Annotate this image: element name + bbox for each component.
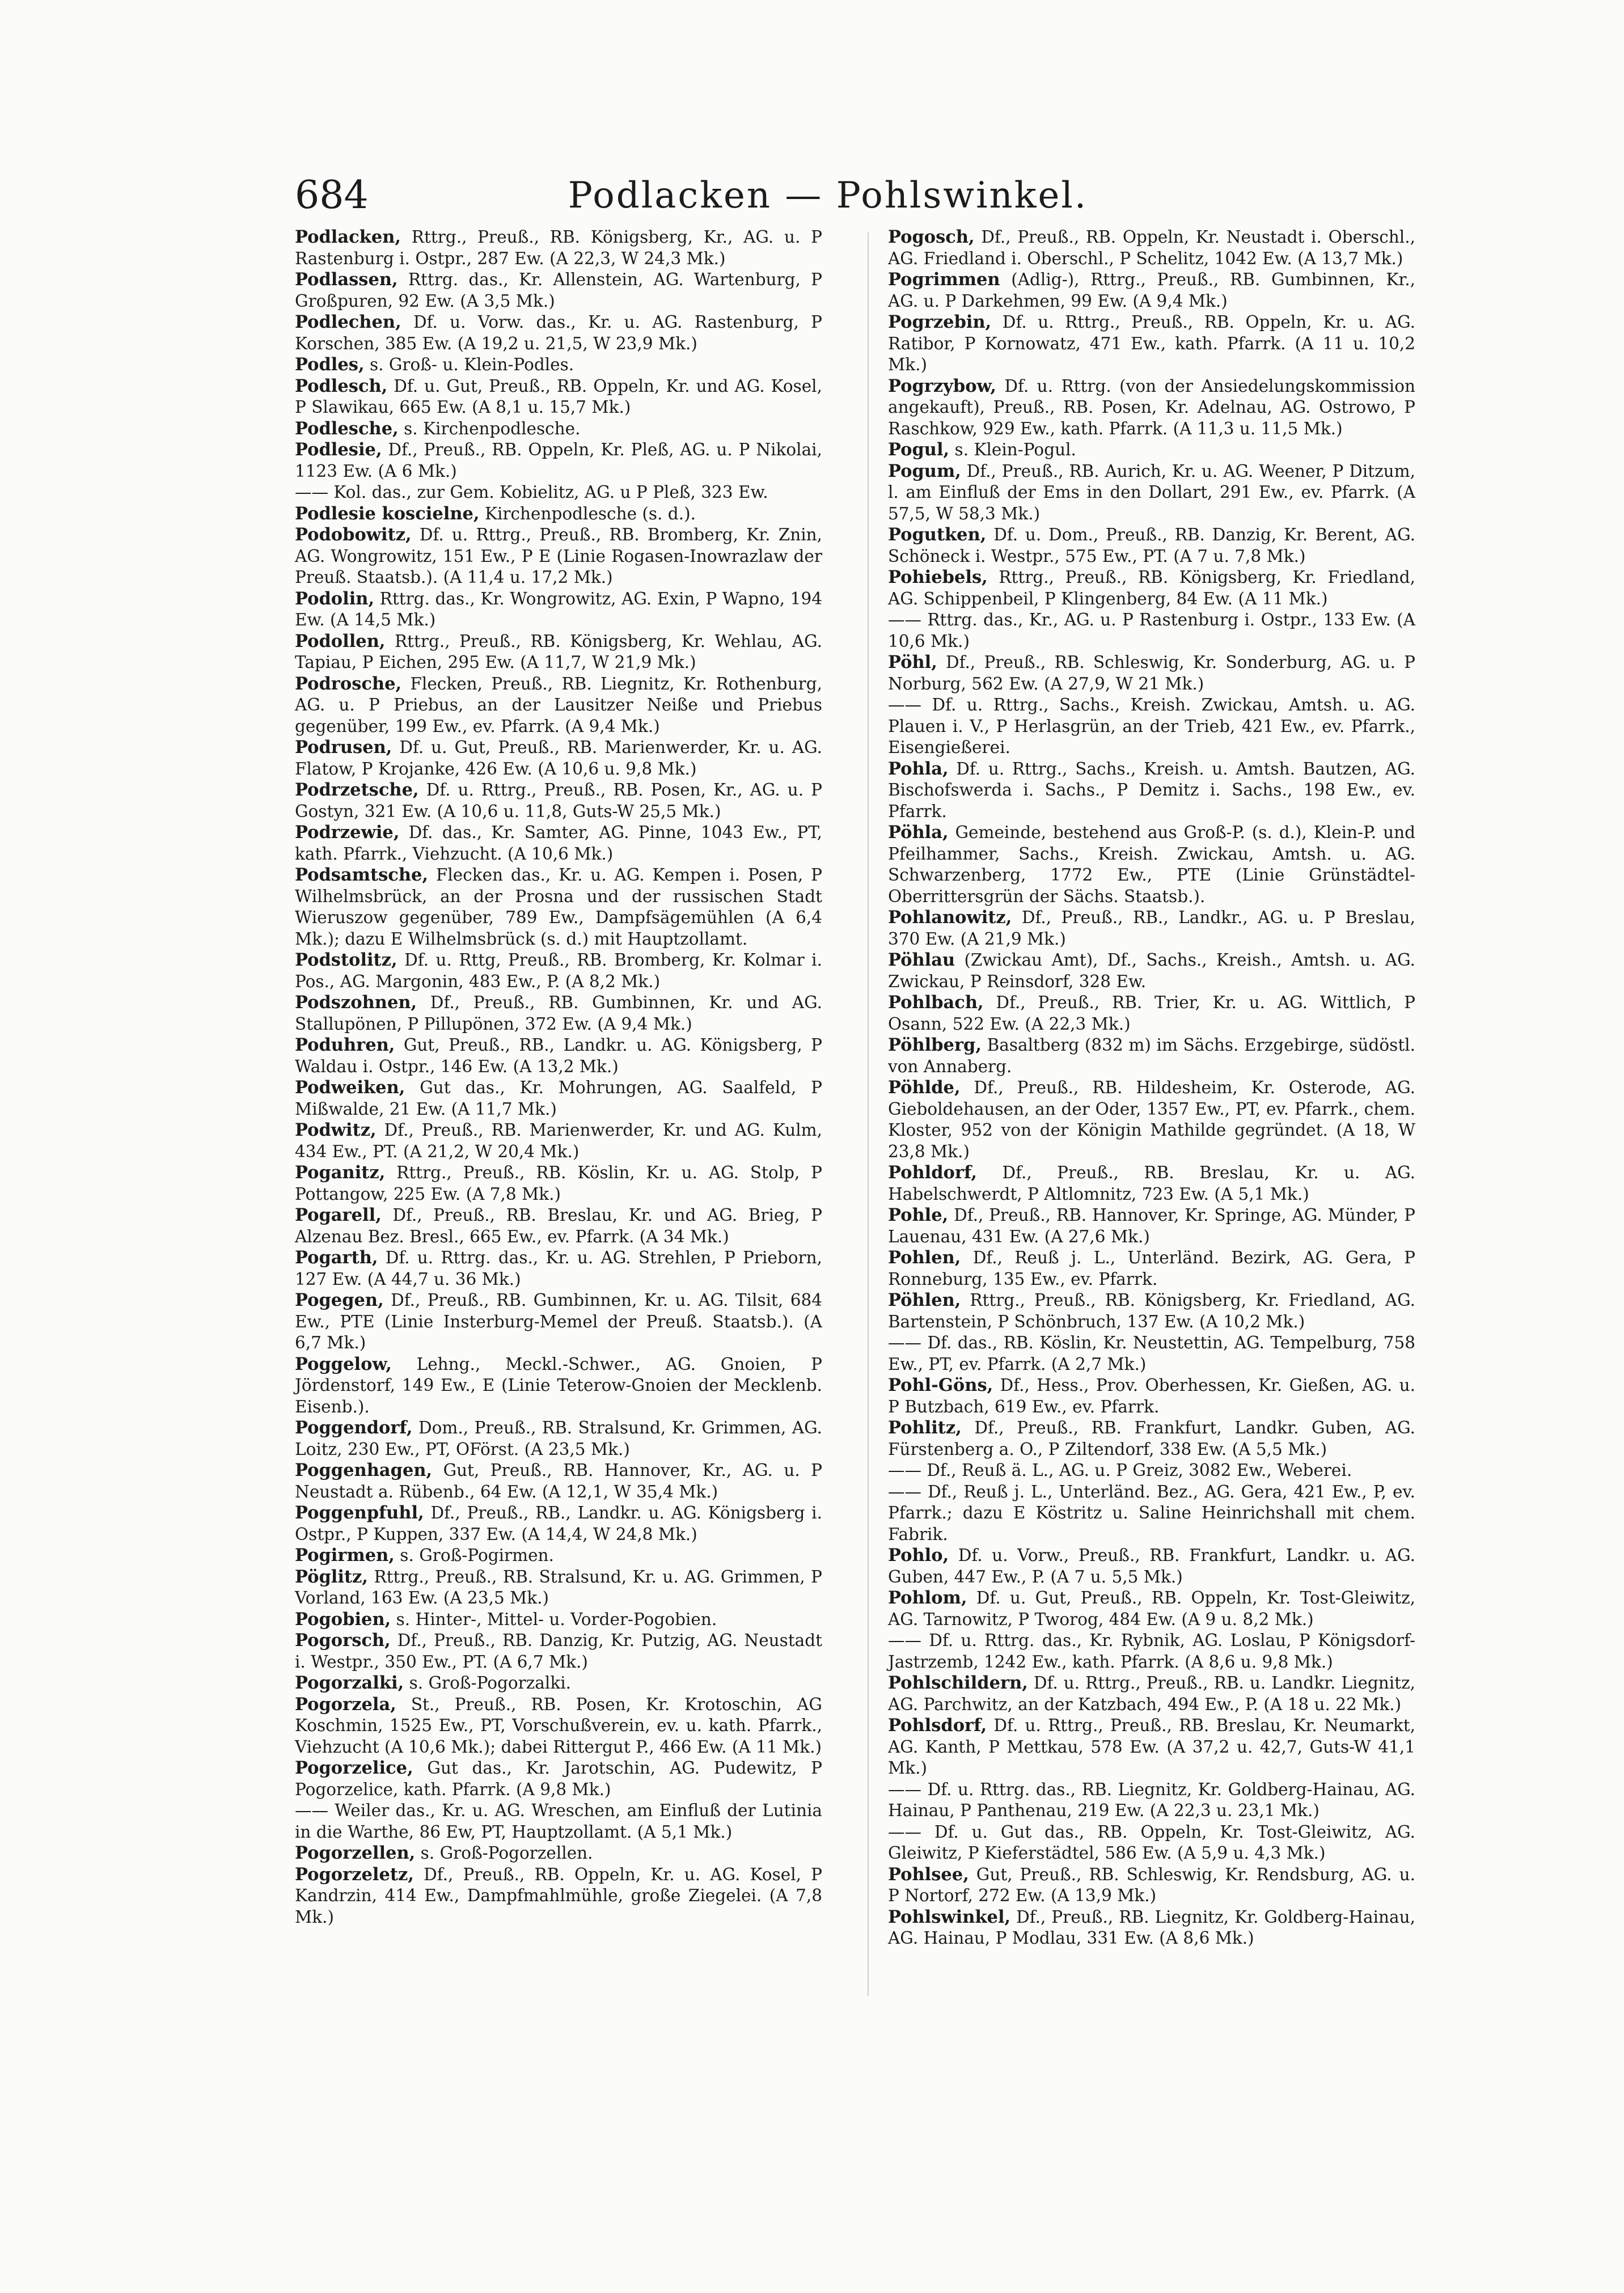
entry-headword: Pohla,: [888, 758, 949, 779]
entry-text: Df. u. Rttrg., Preuß., RB. Bromberg, Kr. Znin, AG. Wongrowitz, 151 Ew., P E (Linie Rogasen-Inowrazlaw der Preuß. Staatsb.). (A 11,4 u. 17,2 Mk.): [295, 525, 822, 587]
gazetteer-entry: [888, 1482, 1415, 1546]
gazetteer-entry: [295, 312, 822, 354]
entry-text: St., Preuß., RB. Posen, Kr. Krotoschin, AG Koschmin, 1525 Ew., PT, Vorschußverein, ev. u. kath. Pfarrk., Viehzucht (A 10,6 Mk.); dabei Rittergut P., 466 Ew. (A 11 Mk.): [295, 1694, 822, 1757]
entry-headword: Pogobien,: [295, 1609, 391, 1630]
gazetteer-entry: [888, 992, 1415, 1035]
entry-headword: Pohl-Göns,: [888, 1375, 993, 1395]
entry-text: Df. u. Rttrg., Preuß., RB. Oppeln, Kr. u. AG. Ratibor, P Kornowatz, 471 Ew., kath. Pfarrk. (A 11 u. 10,2 Mk.): [888, 312, 1415, 374]
gazetteer-entry: [295, 737, 822, 780]
entry-text: (Zwickau Amt), Df., Sachs., Kreish., Amtsh. u. AG. Zwickau, P Reinsdorf, 328 Ew.: [888, 950, 1415, 991]
gazetteer-entry: [295, 376, 822, 418]
entry-headword: Podrosche,: [295, 673, 402, 694]
gazetteer-entry: [888, 1460, 1415, 1482]
entry-text: Df. u. Gut, Preuß., RB. Marienwerder, Kr. u. AG. Flatow, P Krojanke, 426 Ew. (A 10,6 u. 9,8 Mk.): [295, 738, 822, 779]
entry-headword: Pogrzebin,: [888, 312, 992, 332]
entry-headword: Podstolitz,: [295, 950, 397, 970]
entry-headword: Poduhren,: [295, 1035, 395, 1055]
gazetteer-entry: [888, 312, 1415, 376]
gazetteer-entry: [295, 674, 822, 738]
gazetteer-entry: [295, 418, 822, 440]
entry-text: s. Groß-Pogorzalki.: [404, 1673, 572, 1693]
entry-text: Df., Preuß., RB. Trier, Kr. u. AG. Wittlich, P Osann, 522 Ew. (A 22,3 Mk.): [888, 993, 1415, 1034]
gazetteer-entry: [295, 1864, 822, 1928]
gazetteer-entry: [295, 631, 822, 674]
gazetteer-entry: [295, 865, 822, 950]
entry-text: Df., Preuß., RB. Danzig, Kr. Putzig, AG. Neustadt i. Westpr., 350 Ew., PT. (A 6,7 Mk.): [295, 1631, 822, 1672]
entry-headword: Podwitz,: [295, 1120, 377, 1140]
entry-text: s. Kirchenpodlesche.: [398, 418, 581, 438]
entry-headword: Podrzetsche,: [295, 780, 419, 800]
entry-headword: Pogrimmen: [888, 269, 1000, 290]
right-column: [888, 227, 1415, 1949]
entry-headword: Pogul,: [888, 439, 950, 460]
gazetteer-entry: [888, 1162, 1415, 1205]
entry-headword: Pöhlen,: [888, 1290, 961, 1310]
entry-text: s. Groß-Pogirmen.: [394, 1546, 554, 1565]
entry-headword: Podrusen,: [295, 737, 392, 758]
gazetteer-entry: [295, 1205, 822, 1247]
entry-text: Df., Preuß., RB. Oppeln, Kr. Neustadt i. Oberschl., AG. Friedland i. Oberschl., P Schelitz, 1042 Ew. (A 13,7 Mk.): [888, 227, 1415, 268]
entry-headword: Pogosch,: [888, 227, 975, 247]
entry-text: Df. u. Rttrg. das., Kr. u. AG. Strehlen, P Prieborn, 127 Ew. (A 44,7 u. 36 Mk.): [295, 1248, 822, 1289]
entry-text: Gut das., Kr. Jarotschin, AG. Pudewitz, P Pogorzelice, kath. Pfarrk. (A 9,8 Mk.): [295, 1758, 822, 1799]
entry-headword: Pohlswinkel,: [888, 1906, 1011, 1927]
gazetteer-entry: [888, 759, 1415, 823]
gazetteer-entry: [888, 227, 1415, 269]
gazetteer-entry: [295, 439, 822, 482]
entry-text: Gut das., Kr. Mohrungen, AG. Saalfeld, P Mißwalde, 21 Ew. (A 11,7 Mk.): [295, 1078, 822, 1119]
entry-text: Dom., Preuß., RB. Stralsund, Kr. Grimmen, AG. Loitz, 230 Ew., PT, OFörst. (A 23,5 Mk.): [295, 1418, 822, 1459]
gazetteer-entry: [295, 822, 822, 865]
gazetteer-entry: [888, 461, 1415, 525]
entry-headword: Podlesch,: [295, 375, 388, 396]
entry-headword: Podobowitz,: [295, 524, 412, 545]
entry-headword: Podlesie koscielne,: [295, 503, 480, 524]
entry-text: Df., Preuß., RB. Schleswig, Kr. Sonderburg, AG. u. P Norburg, 562 Ew. (A 27,9, W 21 Mk.): [888, 653, 1415, 693]
entry-text: Lehng., Meckl.-Schwer., AG. Gnoien, P Jördenstorf, 149 Ew., E (Linie Teterow-Gnoien der Mecklenb. Eisenb.).: [295, 1354, 822, 1416]
entry-text: Df. u. Rttg, Preuß., RB. Bromberg, Kr. Kolmar i. Pos., AG. Margonin, 483 Ew., P. (A 8,2 Mk.): [295, 950, 822, 991]
entry-headword: Podlesie,: [295, 439, 382, 460]
entry-headword: Pohlsdorf,: [888, 1715, 987, 1736]
entry-text: Rttrg., Preuß., RB. Königsberg, Kr. Friedland, AG. Bartenstein, P Schönbruch, 137 Ew. (A 10,2 Mk.): [888, 1291, 1415, 1331]
gazetteer-entry: [295, 354, 822, 376]
gazetteer-entry: [888, 1715, 1415, 1779]
gazetteer-entry: [888, 1779, 1415, 1822]
entry-headword: Pogorzela,: [295, 1694, 396, 1715]
page-header: [295, 170, 1361, 221]
entry-headword: Pohlsee,: [888, 1864, 969, 1885]
entry-headword: Pogarell,: [295, 1205, 382, 1225]
gazetteer-entry: [295, 1758, 822, 1800]
entry-text: s. Groß- u. Klein-Podles.: [364, 355, 574, 374]
entry-headword: Podlacken,: [295, 227, 401, 247]
entry-headword: Pöhlberg,: [888, 1035, 982, 1055]
entry-headword: Poggenpfuhl,: [295, 1503, 424, 1523]
entry-headword: Poggendorf,: [295, 1418, 413, 1438]
entry-text: Gut, Preuß., RB. Schleswig, Kr. Rendsburg, AG. u. P Nortorf, 272 Ew. (A 13,9 Mk.): [888, 1864, 1415, 1905]
entry-headword: Pogum,: [888, 460, 961, 481]
entry-text: Df., Preuß., RB. Oppeln, Kr. Pleß, AG. u. P Nikolai, 1123 Ew. (A 6 Mk.): [295, 440, 822, 481]
entry-headword: Pohiebels,: [888, 567, 988, 587]
gazetteer-entry: [295, 1354, 822, 1418]
entry-text: Gut, Preuß., RB. Hannover, Kr., AG. u. P Neustadt a. Rübenb., 64 Ew. (A 12,1, W 35,4 Mk.): [295, 1461, 822, 1501]
gazetteer-entry: [888, 1588, 1415, 1630]
entry-text: (Adlig-), Rttrg., Preuß., RB. Gumbinnen, Kr., AG. u. P Darkehmen, 99 Ew. (A 9,4 Mk.): [888, 270, 1415, 311]
gazetteer-entry: [295, 1800, 822, 1843]
entry-text: s. Groß-Pogorzellen.: [415, 1843, 593, 1863]
gazetteer-entry: [295, 1418, 822, 1460]
entry-headword: Podrzewie,: [295, 822, 400, 843]
entry-headword: Pohlbach,: [888, 992, 984, 1013]
entry-headword: Pohle,: [888, 1205, 949, 1225]
gazetteer-entry: [295, 1694, 822, 1758]
gazetteer-entry: [888, 1545, 1415, 1588]
entry-text: Df. u. Vorw., Preuß., RB. Frankfurt, Landkr. u. AG. Guben, 447 Ew., P. (A 7 u. 5,5 Mk.): [888, 1546, 1415, 1587]
entry-text: Rttrg., Preuß., RB. Königsberg, Kr. Friedland, AG. Schippenbeil, P Klingenberg, 84 Ew. (A 11 Mk.): [888, 568, 1415, 608]
entry-headword: Pöhlau: [888, 950, 955, 970]
entry-text: Flecken das., Kr. u. AG. Kempen i. Posen, P Wilhelmsbrück, an der Prosna und der russischen Stadt Wieruszow gegenüber, 789 Ew., Dampfsägemühlen (A 6,4 Mk.); dazu E Wilhelmsbrück (s. d.) mit Hauptzollamt.: [295, 865, 822, 949]
entry-headword: Pohlitz,: [888, 1418, 962, 1438]
gazetteer-entry: [295, 1843, 822, 1864]
gazetteer-entry: [888, 376, 1415, 440]
entry-text: Rttrg., Preuß., RB. Königsberg, Kr., AG. u. P Rastenburg i. Ostpr., 287 Ew. (A 22,3, W 24,3 Mk.): [295, 227, 822, 268]
entry-text: Df., Preuß., RB. Breslau, Kr. u. AG. Habelschwerdt, P Altlomnitz, 723 Ew. (A 5,1 Mk.): [888, 1163, 1415, 1204]
entry-text: —— Df. u. Rttrg., Sachs., Kreish. Zwickau, Amtsh. u. AG. Plauen i. V., P Herlasgrün, an der Trieb, 421 Ew., ev. Pfarrk., Eisengießerei.: [888, 695, 1415, 757]
page-number: 684: [295, 173, 369, 218]
entry-text: —— Df. u. Rttrg. das., RB. Liegnitz, Kr. Goldberg-Hainau, AG. Hainau, P Panthenau, 219 Ew. (A 22,3 u. 23,1 Mk.): [888, 1779, 1415, 1820]
entry-headword: Pogorzellen,: [295, 1843, 416, 1863]
entry-text: Df., Preuß., RB. Gumbinnen, Kr. u. AG. Tilsit, 684 Ew., PTE (Linie Insterburg-Memel der Preuß. Staatsb.). (A 6,7 Mk.): [295, 1291, 822, 1352]
gazetteer-entry: [888, 695, 1415, 759]
entry-text: Flecken, Preuß., RB. Liegnitz, Kr. Rothenburg, AG. u. P Priebus, an der Lausitzer Neiße und Priebus gegenüber, 199 Ew., ev. Pfarrk. (A 9,4 Mk.): [295, 674, 822, 736]
gazetteer-entry: [295, 1545, 822, 1567]
entry-text: Df., Preuß., RB. Breslau, Kr. und AG. Brieg, P Alzenau Bez. Bresl., 665 Ew., ev. Pfarrk. (A 34 Mk.): [295, 1205, 822, 1246]
entry-text: —— Df. u. Gut das., RB. Oppeln, Kr. Tost-Gleiwitz, AG. Gleiwitz, P Kieferstädtel, 586 Ew. (A 5,9 u. 4,3 Mk.): [888, 1822, 1415, 1863]
entry-text: Df., Hess., Prov. Oberhessen, Kr. Gießen, AG. u. P Butzbach, 619 Ew., ev. Pfarrk.: [888, 1376, 1415, 1416]
gazetteer-entry: [295, 1460, 822, 1503]
gazetteer-entry: [295, 589, 822, 631]
gazetteer-entry: [295, 227, 822, 269]
entry-text: Df., Preuß., RB. Gumbinnen, Kr. und AG. Stallupönen, P Pillupönen, 372 Ew. (A 9,4 Mk.): [295, 993, 822, 1034]
entry-headword: Podweiken,: [295, 1077, 405, 1098]
gazetteer-entry: [295, 1609, 822, 1631]
gazetteer-entry: [295, 1035, 822, 1077]
gazetteer-entry: [888, 269, 1415, 312]
entry-text: —— Weiler das., Kr. u. AG. Wreschen, am Einfluß der Lutinia in die Warthe, 86 Ew, PT, Hauptzollamt. (A 5,1 Mk.): [295, 1801, 822, 1842]
entry-text: Df. u. Rttrg., Preuß., RB. Breslau, Kr. Neumarkt, AG. Kanth, P Mettkau, 578 Ew. (A 37,2 u. 42,7, Guts-W 41,1 Mk.): [888, 1716, 1415, 1778]
entry-headword: Pogorzelice,: [295, 1758, 413, 1778]
entry-headword: Pöhla,: [888, 822, 949, 843]
entry-headword: Poganitz,: [295, 1162, 386, 1183]
entry-text: Df., Preuß., RB. Aurich, Kr. u. AG. Weener, P Ditzum, l. am Einfluß der Ems in den Dollart, 291 Ew., ev. Pfarrk. (A 57,5, W 58,3 Mk.): [888, 461, 1415, 523]
entry-text: —— Df. das., RB. Köslin, Kr. Neustettin, AG. Tempelburg, 758 Ew., PT, ev. Pfarrk. (A 2,7 Mk.): [888, 1333, 1415, 1374]
entry-headword: Pohlo,: [888, 1545, 949, 1566]
entry-headword: Podsamtsche,: [295, 865, 429, 885]
entry-headword: Podlassen,: [295, 269, 398, 290]
entry-text: s. Klein-Pogul.: [949, 440, 1076, 459]
entry-headword: Pöhlde,: [888, 1077, 961, 1098]
gazetteer-entry: [888, 610, 1415, 652]
gazetteer-entry: [295, 524, 822, 589]
gazetteer-entry: [295, 992, 822, 1035]
entry-text: Df., Preuß., RB. Frankfurt, Landkr. Guben, AG. Fürstenberg a. O., P Ziltendorf, 338 Ew. (A 5,5 Mk.): [888, 1418, 1415, 1459]
gazetteer-entry: [295, 1162, 822, 1205]
gazetteer-entry: [295, 1247, 822, 1290]
entry-text: Df., Preuß., RB. Hannover, Kr. Springe, AG. Münder, P Lauenau, 431 Ew. (A 27,6 Mk.): [888, 1205, 1415, 1246]
entry-text: Df. u. Vorw. das., Kr. u. AG. Rastenburg, P Korschen, 385 Ew. (A 19,2 u. 21,5, W 23,9 Mk.): [295, 312, 822, 353]
entry-text: —— Df., Reuß j. L., Unterländ. Bez., AG. Gera, 421 Ew., P, ev. Pfarrk.; dazu E Köstritz u. Saline Heinrichshall mit chem. Fabrik.: [888, 1482, 1415, 1544]
entry-text: Df. u. Dom., Preuß., RB. Danzig, Kr. Berent, AG. Schöneck i. Westpr., 575 Ew., PT. (A 7 u. 7,8 Mk.): [888, 525, 1415, 566]
entry-text: s. Hinter-, Mittel- u. Vorder-Pogobien.: [391, 1609, 717, 1629]
entry-headword: Podolin,: [295, 588, 375, 609]
entry-headword: Pohlen,: [888, 1247, 961, 1268]
entry-headword: Pogorzeletz,: [295, 1864, 414, 1885]
entry-headword: Pohlanowitz,: [888, 907, 1012, 928]
entry-text: Gemeinde, bestehend aus Groß-P. (s. d.), Klein-P. und Pfeilhammer, Sachs., Kreish. Zwickau, Amtsh. u. AG. Schwarzenberg, 1772 Ew., PTE (Linie Grünstädtel-Oberrittersgrün der Sächs. Staatsb.).: [888, 823, 1415, 906]
page-title: Podlacken — Pohlswinkel.: [568, 175, 1088, 217]
gazetteer-entry: [888, 1864, 1415, 1907]
entry-text: Df. u. Rttrg., Preuß., RB. u. Landkr. Liegnitz, AG. Parchwitz, an der Katzbach, 494 Ew., P. (A 18 u. 22 Mk.): [888, 1673, 1415, 1714]
gazetteer-entry: [295, 950, 822, 992]
entry-text: Df. u. Rttrg., Preuß., RB. Posen, Kr., AG. u. P Gostyn, 321 Ew. (A 10,6 u. 11,8, Guts-W 25,5 Mk.): [295, 780, 822, 821]
entry-text: —— Kol. das., zur Gem. Kobielitz, AG. u P Pleß, 323 Ew.: [295, 483, 768, 502]
entry-headword: Pöglitz,: [295, 1566, 368, 1587]
gazetteer-entry: [295, 1567, 822, 1609]
entry-text: Gut, Preuß., RB., Landkr. u. AG. Königsberg, P Waldau i. Ostpr., 146 Ew. (A 13,2 Mk.): [295, 1035, 822, 1076]
entry-headword: Pohldorf,: [888, 1162, 978, 1183]
gazetteer-entry: [888, 1375, 1415, 1418]
entry-headword: Pogorzalki,: [295, 1673, 404, 1693]
gazetteer-entry: [295, 1290, 822, 1354]
entry-text: Df., Preuß., RB., Landkr., AG. u. P Breslau, 370 Ew. (A 21,9 Mk.): [888, 908, 1415, 949]
entry-headword: Pogirmen,: [295, 1545, 395, 1566]
entry-headword: Podszohnen,: [295, 992, 417, 1013]
gazetteer-entry: [295, 1503, 822, 1545]
entry-text: Df., Reuß j. L., Unterländ. Bezirk, AG. Gera, P Ronneburg, 135 Ew., ev. Pfarrk.: [888, 1248, 1415, 1289]
gazetteer-entry: [295, 1673, 822, 1694]
entry-headword: Pohlom,: [888, 1588, 967, 1608]
entry-headword: Pogrzybow,: [888, 375, 996, 396]
entry-headword: Pogegen,: [295, 1290, 384, 1310]
entry-text: Rttrg. das., Kr. Wongrowitz, AG. Exin, P Wapno, 194 Ew. (A 14,5 Mk.): [295, 589, 822, 629]
entry-text: Df., Preuß., RB. Marienwerder, Kr. und AG. Kulm, 434 Ew., PT. (A 21,2, W 20,4 Mk.): [295, 1120, 822, 1161]
entry-headword: Podles,: [295, 354, 365, 375]
gazetteer-entry: [888, 652, 1415, 695]
entry-text: Df. u. Rttrg., Sachs., Kreish. u. Amtsh. Bautzen, AG. Bischofswerda i. Sachs., P Demitz i. Sachs., 198 Ew., ev. Pfarrk.: [888, 759, 1415, 821]
gazetteer-entry: [888, 1290, 1415, 1332]
entry-text: Rttrg., Preuß., RB. Stralsund, Kr. u. AG. Grimmen, P Vorland, 163 Ew. (A 23,5 Mk.): [295, 1567, 822, 1607]
entry-text: Df. u. Gut, Preuß., RB. Oppeln, Kr. Tost-Gleiwitz, AG. Tarnowitz, P Tworog, 484 Ew. (A 9 u. 8,2 Mk.): [888, 1588, 1415, 1629]
entry-text: Df., Preuß., RB., Landkr. u. AG. Königsberg i. Ostpr., P Kuppen, 337 Ew. (A 14,4, W 24,8 Mk.): [295, 1503, 822, 1544]
entry-headword: Pogutken,: [888, 524, 987, 545]
gazetteer-entry: [888, 524, 1415, 567]
gazetteer-entry: [888, 1332, 1415, 1375]
gazetteer-entry: [888, 439, 1415, 461]
gazetteer-entry: [295, 504, 822, 525]
entry-headword: Pohlschildern,: [888, 1673, 1028, 1693]
gazetteer-entry: [888, 1673, 1415, 1715]
gazetteer-entry: [295, 269, 822, 312]
gazetteer-entry: [295, 1077, 822, 1120]
gazetteer-entry: [295, 482, 822, 504]
entry-headword: Poggenhagen,: [295, 1460, 433, 1480]
entry-text: Df. u. Rttrg. (von der Ansiedelungskommission angekauft), Preuß., RB. Posen, Kr. Adelnau, AG. Ostrowo, P Raschkow, 929 Ew., kath. Pfarrk. (A 11,3 u. 11,5 Mk.): [888, 376, 1415, 438]
entry-text: Df. das., Kr. Samter, AG. Pinne, 1043 Ew., PT, kath. Pfarrk., Viehzucht. (A 10,6 Mk.): [295, 823, 822, 864]
gazetteer-entry: [888, 1035, 1415, 1077]
gazetteer-entry: [888, 567, 1415, 610]
gazetteer-entry: [888, 1907, 1415, 1949]
gazetteer-entry: [888, 950, 1415, 992]
entry-headword: Pöhl,: [888, 652, 937, 672]
entry-text: Basaltberg (832 m) im Sächs. Erzgebirge, südöstl. von Annaberg.: [888, 1035, 1415, 1076]
entry-text: —— Df. u. Rttrg. das., Kr. Rybnik, AG. Loslau, P Königsdorf-Jastrzemb, 1242 Ew., kath. Pfarrk. (A 8,6 u. 9,8 Mk.): [888, 1631, 1415, 1672]
gazetteer-entry: [295, 1120, 822, 1162]
gazetteer-entry: [888, 1077, 1415, 1162]
gazetteer-entry: [888, 1205, 1415, 1247]
gazetteer-entry: [295, 780, 822, 822]
entry-headword: Pogarth,: [295, 1247, 378, 1268]
gazetteer-entry: [888, 822, 1415, 907]
entry-text: —— Rttrg. das., Kr., AG. u. P Rastenburg i. Ostpr., 133 Ew. (A 10,6 Mk.): [888, 610, 1415, 651]
gazetteer-entry: [295, 1630, 822, 1673]
entry-text: Rttrg., Preuß., RB. Königsberg, Kr. Wehlau, AG. Tapiau, P Eichen, 295 Ew. (A 11,7, W 21,9 Mk.): [295, 631, 822, 672]
gazetteer-entry: [888, 1630, 1415, 1673]
gazetteer-entry: [888, 1247, 1415, 1290]
entry-text: Df. u. Gut, Preuß., RB. Oppeln, Kr. und AG. Kosel, P Slawikau, 665 Ew. (A 8,1 u. 15,7 Mk.): [295, 376, 822, 417]
entry-headword: Podollen,: [295, 631, 386, 651]
entry-text: Kirchenpodlesche (s. d.).: [479, 504, 696, 523]
entry-text: Rttrg. das., Kr. Allenstein, AG. Wartenburg, P Großpuren, 92 Ew. (A 3,5 Mk.): [295, 270, 822, 311]
left-column: [295, 227, 822, 1928]
entry-headword: Podlesche,: [295, 418, 399, 439]
gazetteer-entry: [888, 1418, 1415, 1460]
gazetteer-entry: [888, 907, 1415, 950]
entry-headword: Podlechen,: [295, 312, 401, 332]
entry-text: Df., Preuß., RB. Hildesheim, Kr. Osterode, AG. Gieboldehausen, an der Oder, 1357 Ew., PT, ev. Pfarrk., chem. Kloster, 952 von der Königin Mathilde gegründet. (A 18, W 23,8 Mk.): [888, 1078, 1415, 1161]
entry-text: Df., Preuß., RB. Oppeln, Kr. u. AG. Kosel, P Kandrzin, 414 Ew., Dampfmahlmühle, große Ziegelei. (A 7,8 Mk.): [295, 1864, 822, 1927]
entry-headword: Poggelow,: [295, 1353, 392, 1374]
gazetteer-entry: [888, 1822, 1415, 1864]
entry-text: —— Df., Reuß ä. L., AG. u. P Greiz, 3082 Ew., Weberei.: [888, 1461, 1352, 1480]
entry-headword: Pogorsch,: [295, 1630, 391, 1651]
entry-text: Rttrg., Preuß., RB. Köslin, Kr. u. AG. Stolp, P Pottangow, 225 Ew. (A 7,8 Mk.): [295, 1163, 822, 1204]
column-divider: [868, 232, 869, 1996]
entry-text: Df., Preuß., RB. Liegnitz, Kr. Goldberg-Hainau, AG. Hainau, P Modlau, 331 Ew. (A 8,6 Mk.): [888, 1907, 1415, 1948]
